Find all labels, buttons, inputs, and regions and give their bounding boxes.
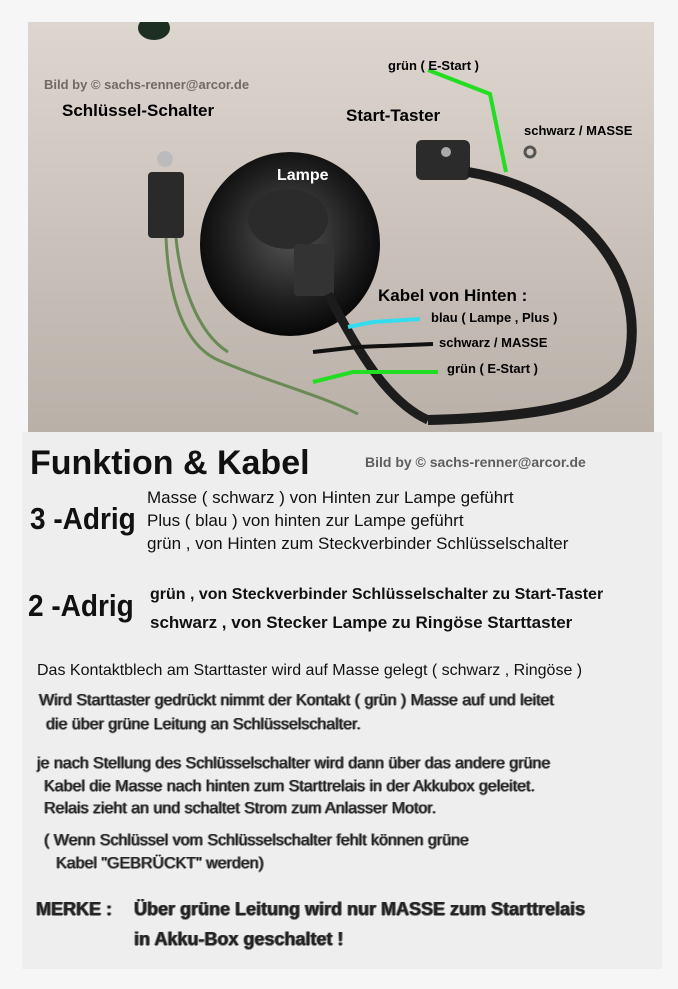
note-label: MERKE :	[36, 899, 112, 919]
label-key-switch: Schlüssel-Schalter	[62, 101, 215, 120]
label-green-estart: grün ( E-Start )	[447, 361, 538, 376]
note-line-2: in Akku-Box geschaltet !	[134, 929, 344, 949]
paragraph-5: Kabel die Masse nach hinten zum Starttrelais in der Akkubox geleitet.	[44, 778, 535, 795]
key-switch-body	[148, 172, 184, 238]
label-green-estart-top: grün ( E-Start )	[388, 58, 479, 73]
start-button-body	[416, 140, 470, 180]
label-blue-lamp-plus: blau ( Lampe , Plus )	[431, 310, 558, 325]
two-core-label: 2 -Adrig	[28, 588, 134, 623]
three-core-line-2: Plus ( blau ) von hinten zur Lampe geführt	[147, 511, 464, 530]
lamp-plug	[294, 244, 334, 296]
two-core-line-1: grün , von Steckverbinder Schlüsselschalter zu Start-Taster	[150, 586, 604, 603]
three-core-label: 3 -Adrig	[30, 501, 136, 536]
two-core-line-2: schwarz , von Stecker Lampe zu Ringöse Starttaster	[150, 613, 573, 632]
wiring-photo	[28, 22, 654, 432]
label-cable-from-back: Kabel von Hinten :	[378, 286, 528, 305]
content-credit: Bild by © sachs-renner@arcor.de	[365, 454, 586, 470]
photo-credit: Bild by © sachs-renner@arcor.de	[44, 77, 250, 92]
paragraph-6: Relais zieht an und schaltet Strom zum Anlasser Motor.	[44, 800, 437, 817]
three-core-line-1: Masse ( schwarz ) von Hinten zur Lampe geführt	[147, 488, 514, 507]
label-lamp: Lampe	[277, 167, 329, 184]
paragraph-1: Das Kontaktblech am Starttaster wird auf Masse gelegt ( schwarz , Ringöse )	[37, 662, 583, 679]
note-line-1: Über grüne Leitung wird nur MASSE zum Starttrelais	[134, 899, 586, 919]
paragraph-8: Kabel "GEBRÜCKT" werden)	[56, 855, 264, 872]
paragraph-3: die über grüne Leitung an Schlüsselschalter.	[46, 716, 361, 733]
paragraph-7: ( Wenn Schlüssel vom Schlüsselschalter fehlt können grüne	[44, 832, 469, 849]
label-black-ground-top: schwarz / MASSE	[524, 123, 633, 138]
page-title: Funktion & Kabel	[30, 444, 310, 482]
label-black-ground: schwarz / MASSE	[439, 335, 548, 350]
three-core-line-3: grün , von Hinten zum Steckverbinder Schlüsselschalter	[147, 534, 569, 553]
label-start-button: Start-Taster	[346, 106, 441, 125]
paragraph-2: Wird Starttaster gedrückt nimmt der Kontakt ( grün ) Masse auf und leitet	[39, 692, 554, 709]
paragraph-4: je nach Stellung des Schlüsselschalter wird dann über das andere grüne	[37, 755, 551, 772]
